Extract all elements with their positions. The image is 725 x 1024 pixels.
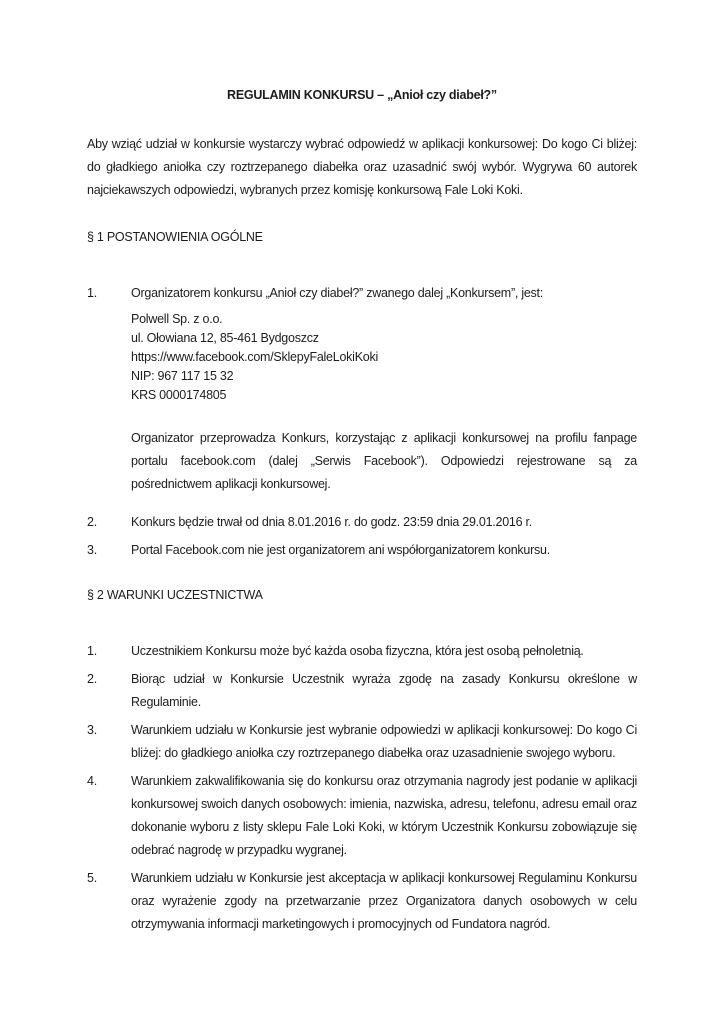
section-1-item-2	[87, 511, 637, 534]
facebook-disclaimer-text: Portal Facebook.com nie jest organizatorem ani współorganizatorem konkursu.	[131, 543, 550, 557]
intro-paragraph: Aby wziąć udział w konkursie wystarczy wybrać odpowiedź w aplikacji konkursowej: Do kogo Ci bliżej: do gładkiego aniołka czy roztrzepanego diabełka oraz uzasadnić swój wybór. Wygrywa 60 autorek najciekawszych odpowiedzi, wybranych przez komisję konkursową Fale Loki Koki.	[87, 137, 637, 197]
acceptance-condition-text: Warunkiem udziału w Konkursie jest akceptacja w aplikacji konkursowej Regulaminu Konkursu oraz wyrażenie zgody na przetwarzanie przez Organizatora danych osobowych w celu otrzymywania informacji marketingowych i promocyjnych od Fundatora nagród.	[131, 871, 637, 931]
organizer-company-name: Polwell Sp. z o.o.	[131, 312, 223, 326]
facebook-link[interactable]: https://www.facebook.com/SklepyFaleLokiKoki	[131, 350, 379, 364]
list-number: 1.	[87, 286, 97, 300]
list-number: 5.	[87, 871, 97, 885]
section-2-item-4	[87, 770, 637, 862]
section-2-item-1	[87, 640, 637, 663]
document-title: REGULAMIN KONKURSU – „Anioł czy diabeł?”	[227, 88, 497, 102]
list-number: 4.	[87, 774, 97, 788]
organizer-krs: KRS 0000174805	[131, 388, 227, 402]
participant-eligibility-text: Uczestnikiem Konkursu może być każda osoba fizyczna, która jest osobą pełnoletnią.	[131, 644, 584, 658]
organizer-details-paragraph: Organizator przeprowadza Konkurs, korzystając z aplikacji konkursowej na profilu fanpage portalu facebook.com (dalej „Serwis Facebook”). Odpowiedzi rejestrowane są za pośrednictwem aplikacji konkursowej.	[131, 431, 637, 491]
qualification-condition-text: Warunkiem zakwalifikowania się do konkursu oraz otrzymania nagrody jest podanie w aplikacji konkursowej swoich danych osobowych: imienia, nazwiska, adresu, telefonu, adresu email oraz dokonanie wyboru z listy sklepu Fale Loki Koki, w którym Uczestnik Konkursu zobowiązuje się odebrać nagrodę w przypadku wygranej.	[131, 774, 637, 857]
organizer-address-block	[131, 310, 637, 405]
section-2-item-5	[87, 867, 637, 936]
list-item-body	[131, 282, 637, 496]
list-number: 3.	[87, 723, 97, 737]
list-number: 2.	[87, 672, 97, 686]
section-1-heading: § 1 POSTANOWIENIA OGÓLNE	[87, 230, 263, 244]
section-1-item-1	[87, 282, 637, 496]
organizer-nip: NIP: 967 117 15 32	[131, 369, 234, 383]
section-1-item-3	[87, 539, 637, 562]
section-2-item-3	[87, 719, 637, 765]
section-2-item-2	[87, 668, 637, 714]
list-number: 1.	[87, 644, 97, 658]
participation-condition-text: Warunkiem udziału w Konkursie jest wybranie odpowiedzi w aplikacji konkursowej: Do kogo Ci bliżej: do gładkiego aniołka czy roztrzepanego diabełka oraz uzasadnienie swojego wyboru.	[131, 723, 637, 760]
contest-duration-text: Konkurs będzie trwał od dnia 8.01.2016 r. do godz. 23:59 dnia 29.01.2016 r.	[131, 515, 533, 529]
list-number: 3.	[87, 543, 97, 557]
section-2-heading: § 2 WARUNKI UCZESTNICTWA	[87, 588, 263, 602]
organizer-lead-text: Organizatorem konkursu „Anioł czy diabeł?” zwanego dalej „Konkursem”, jest:	[131, 286, 543, 300]
organizer-street-address: ul. Ołowiana 12, 85-461 Bydgoszcz	[131, 331, 319, 345]
list-number: 2.	[87, 515, 97, 529]
rules-consent-text: Biorąc udział w Konkursie Uczestnik wyraża zgodę na zasady Konkursu określone w Regulaminie.	[131, 672, 637, 709]
